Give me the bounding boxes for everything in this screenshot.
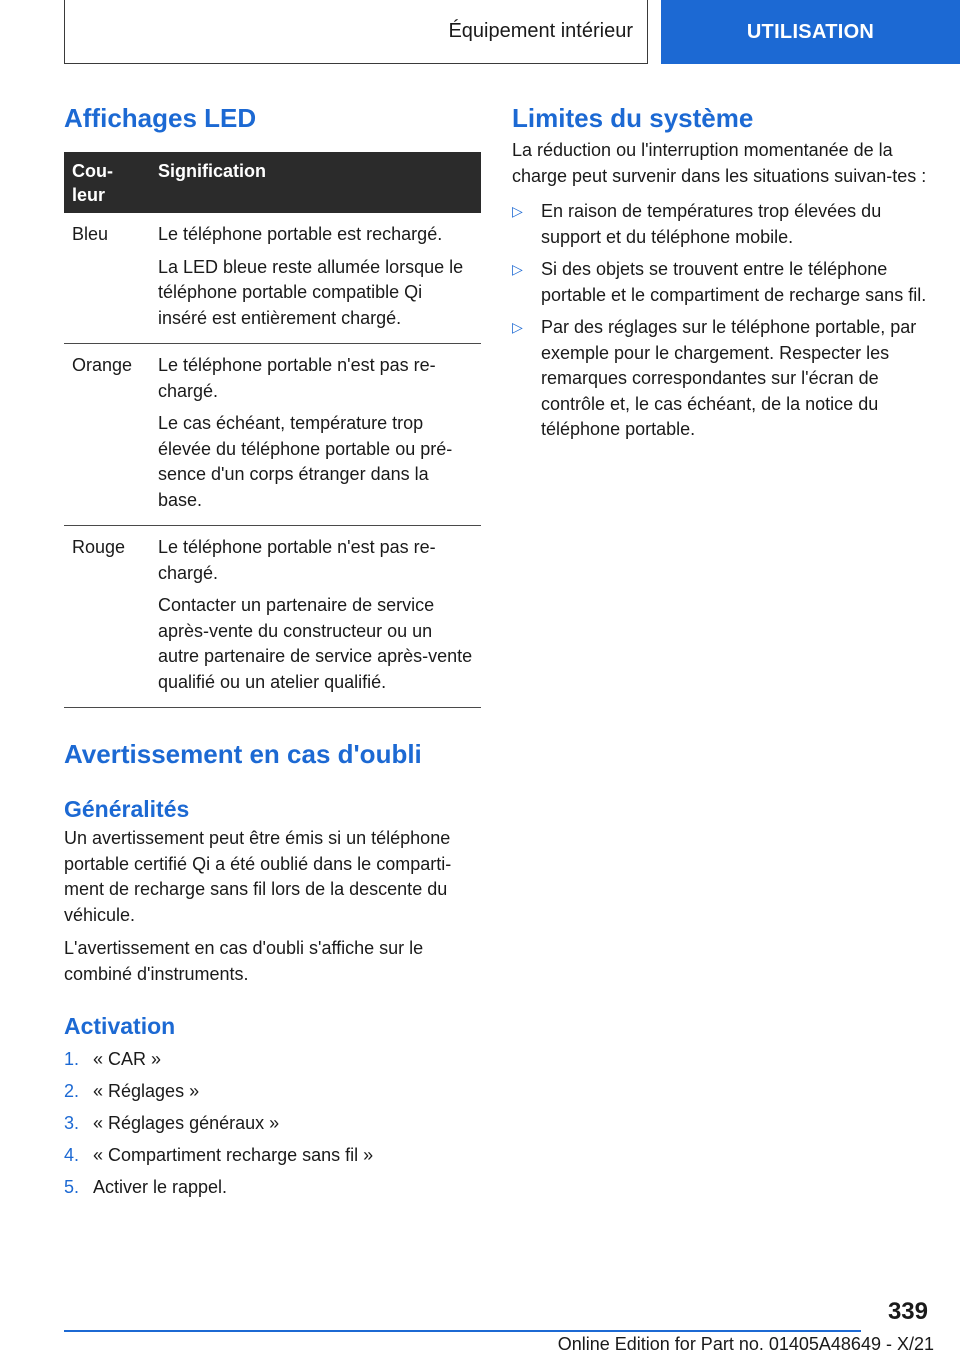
system-limits-intro: La réduction ou l'interruption momentanée de la charge peut survenir dans les situations suivan-tes : — [512, 140, 927, 186]
table-row — [64, 526, 481, 708]
meaning-line: Le cas échéant, température trop élevée du téléphone portable ou pré-sence d'un corps étranger dans la base. — [158, 413, 453, 510]
step-number: 5. — [64, 1177, 80, 1197]
meaning-cell — [150, 526, 481, 708]
left-column — [64, 98, 481, 1207]
list-item — [64, 1111, 481, 1137]
led-color-cell: Bleu — [64, 213, 150, 344]
general-paragraph-2: L'avertissement en cas d'oubli s'affiche sur le combiné d'instruments. — [64, 938, 424, 984]
meaning-cell — [150, 213, 481, 344]
step-number: 2. — [64, 1081, 80, 1101]
footer-divider — [64, 1330, 861, 1332]
table-header-row — [64, 152, 481, 213]
page-number: 339 — [887, 1298, 928, 1325]
meaning-cell — [150, 344, 481, 526]
color-column-header: Cou- leur — [64, 152, 150, 213]
list-item — [64, 1047, 481, 1073]
meaning-line: Contacter un partenaire de service après-vente du constructeur ou un autre partenaire de service après-vente qualifié ou un atelier qualifié. — [158, 595, 473, 692]
right-column — [512, 98, 932, 450]
general-paragraph-1: Un avertissement peut être émis si un téléphone portable certifié Qi a été oublié dans le comparti-ment de recharge sans fil lors de la descente du véhicule. — [64, 828, 452, 925]
step-text: « Réglages généraux » — [93, 1113, 280, 1133]
meaning-line: Le téléphone portable est rechargé. — [158, 224, 443, 244]
triangle-bullet-icon: ▷ — [512, 203, 523, 219]
meaning-column-header: Signification — [150, 152, 481, 213]
step-text: Activer le rappel. — [93, 1177, 228, 1197]
list-item — [64, 1079, 481, 1105]
led-color-cell: Rouge — [64, 526, 150, 708]
footer-edition-text: Online Edition for Part no. 01405A48649 - X/21 — [557, 1334, 934, 1354]
chapter-tab — [661, 0, 960, 64]
triangle-bullet-icon: ▷ — [512, 261, 523, 277]
step-number: 1. — [64, 1049, 80, 1069]
bullet-text: Par des réglages sur le téléphone portable, par exemple pour le chargement. Respecter les remarques correspondantes sur l'écran de contrôle et, le cas échéant, de la notice du téléphone portable. — [541, 317, 917, 439]
step-number: 4. — [64, 1145, 80, 1165]
system-limits-list — [512, 199, 932, 443]
activation-heading: Activation — [64, 1013, 176, 1039]
led-table — [64, 152, 481, 708]
table-row — [64, 344, 481, 526]
list-item — [512, 199, 932, 250]
list-item — [512, 315, 932, 443]
general-heading: Généralités — [64, 796, 190, 822]
forget-warning-heading: Avertissement en cas d'oubli — [64, 739, 422, 769]
activation-steps — [64, 1047, 481, 1201]
step-text: « Réglages » — [93, 1081, 200, 1101]
step-text: « CAR » — [93, 1049, 162, 1069]
triangle-bullet-icon: ▷ — [512, 319, 523, 335]
list-item — [64, 1143, 481, 1169]
led-displays-heading: Affichages LED — [64, 103, 257, 133]
bullet-text: En raison de températures trop élevées du support et du téléphone mobile. — [541, 201, 882, 247]
meaning-line: La LED bleue reste allumée lorsque le téléphone portable compatible Qi inséré est entièrement chargé. — [158, 256, 464, 328]
meaning-line: Le téléphone portable n'est pas re-chargé. — [158, 355, 436, 401]
header-section-title — [64, 0, 648, 64]
step-number: 3. — [64, 1113, 80, 1133]
section-title: Équipement intérieur — [448, 20, 633, 42]
meaning-line: Le téléphone portable n'est pas re-chargé. — [158, 537, 436, 583]
table-row — [64, 213, 481, 344]
system-limits-heading: Limites du système — [512, 103, 754, 133]
bullet-text: Si des objets se trouvent entre le téléphone portable et le compartiment de recharge sans fil. — [541, 259, 927, 305]
led-color-cell: Orange — [64, 344, 150, 526]
list-item — [64, 1175, 481, 1201]
step-text: « Compartiment recharge sans fil » — [93, 1145, 374, 1165]
list-item — [512, 257, 932, 308]
chapter-tab-label: UTILISATION — [746, 20, 875, 43]
